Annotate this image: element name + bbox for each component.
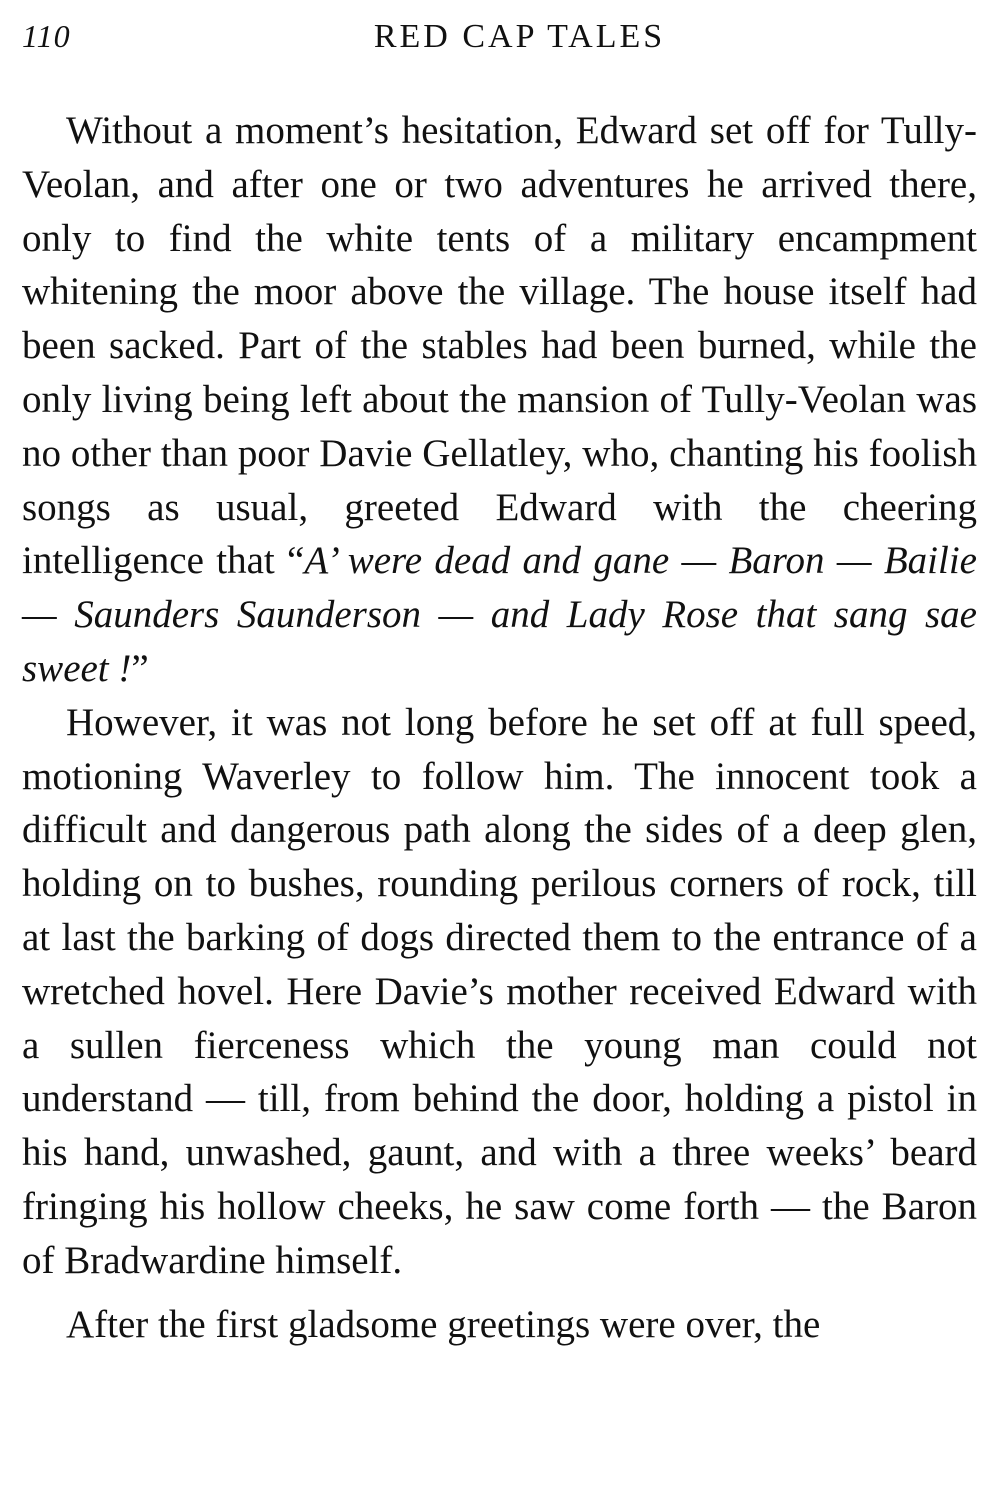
- paragraph-1-text: Without a moment’s hesitation, Edward set off for Tully-Veolan, and after one or two adventures he arrived there, only to find the white tents of a military encampment whitening the moor above the village. The house itself had been sacked. Part of the stables had been burned, while the only living being left about the mansion of Tully-Veolan was no other than poor Davie Gellatley, who, chanting his foolish songs as usual, greeted Edward with the cheering intelligence that “: [22, 109, 977, 583]
- running-title: RED CAP TALES: [373, 18, 666, 55]
- body-text: [22, 104, 977, 1351]
- paragraph-1-close-quote: ”: [131, 646, 149, 690]
- paragraph-2: However, it was not long before he set off at full speed, motioning Waverley to follow him. The innocent took a difficult and dangerous path along the sides of a deep glen, holding on to bushes, rounding perilous corners of rock, till at last the barking of dogs directed them to the entrance of a wretched hovel. Here Davie’s mother received Edward with a sullen fierceness which the young man could not understand — till, from behind the door, holding a pistol in his hand, unwashed, gaunt, and with a three weeks’ beard fringing his hollow cheeks, he saw come forth — the Baron of Bradwardine himself.: [22, 700, 977, 1282]
- page-number: 110: [22, 18, 71, 54]
- paragraph-1-italic-quote: A’ were dead and gane — Baron — Bailie — Saunders Saunderson — and Lady Rose that sang sae sweet !: [22, 539, 977, 690]
- book-page: [22, 12, 977, 1351]
- paragraph-3: After the first gladsome greetings were over, the: [66, 1302, 821, 1346]
- running-head: [22, 12, 977, 64]
- paragraph-1: [22, 104, 977, 696]
